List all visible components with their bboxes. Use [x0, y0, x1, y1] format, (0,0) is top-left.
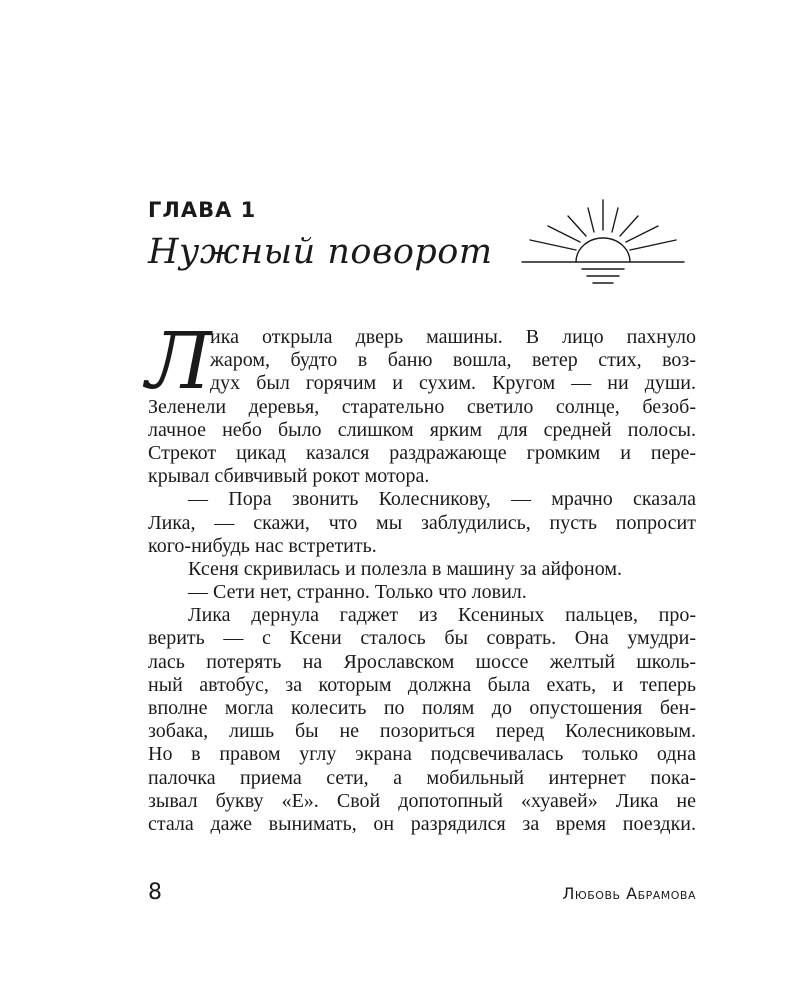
- chapter-label: ГЛАВА 1: [148, 198, 257, 222]
- text-line: дух был горячим и сухим. Кругом — ни души.: [210, 372, 696, 395]
- sunrise-icon: [518, 196, 688, 288]
- text-line: ика открыла дверь машины. В лицо пахнуло: [210, 326, 696, 348]
- text-line: — Сети нет, странно. Только что ловил.: [188, 581, 527, 604]
- text-line: верить — с Ксени сталось бы соврать. Она умудри-: [148, 627, 696, 650]
- page-number: 8: [148, 880, 162, 905]
- text-line: крывал сбивчивый рокот мотора.: [148, 465, 430, 488]
- text-line: Лика дернула гаджет из Ксениных пальцев, про-: [188, 604, 696, 627]
- text-line: зобака, лишь бы не позориться перед Колесниковым.: [148, 720, 696, 743]
- text-line: палочка приема сети, а мобильный интернет пока-: [148, 766, 696, 789]
- text-line: Стрекот цикад казался раздражающе громким и пере-: [148, 441, 696, 464]
- text-line: лачное небо было слишком ярким для средней полосы.: [148, 418, 696, 441]
- text-line: Ксеня скривилась и полезла в машину за айфоном.: [188, 557, 622, 580]
- text-line: вполне могла колесить по полям до опустошения бен-: [148, 697, 696, 719]
- text-line: — Пора звонить Колесникову, — мрачно сказала: [188, 488, 696, 511]
- chapter-title: Нужный поворот: [148, 232, 493, 272]
- text-line: Зеленели деревья, старательно светило солнце, безоб-: [148, 395, 696, 418]
- text-line: лась потерять на Ярославском шоссе желтый школь-: [148, 650, 696, 673]
- text-line: Но в правом углу экрана подсвечивалась только одна: [148, 743, 696, 766]
- author-name: Любовь Абрамова: [562, 884, 696, 903]
- text-line: зывал букву «Е». Свой допотопный «хуавей» Лика не: [148, 789, 696, 812]
- chapter-text: [146, 317, 696, 836]
- text-line: стала даже вынимать, он разрядился за время поездки.: [148, 812, 696, 835]
- text-line: жаром, будто в баню вошла, ветер стих, воз-: [210, 349, 696, 372]
- drop-cap: Л: [146, 317, 212, 407]
- text-line: Лика, — скажи, что мы заблудились, пусть попросит: [148, 511, 696, 534]
- text-line: ный автобус, за которым должна была ехать, и теперь: [148, 673, 696, 696]
- text-line: кого-нибудь нас встретить.: [148, 534, 377, 557]
